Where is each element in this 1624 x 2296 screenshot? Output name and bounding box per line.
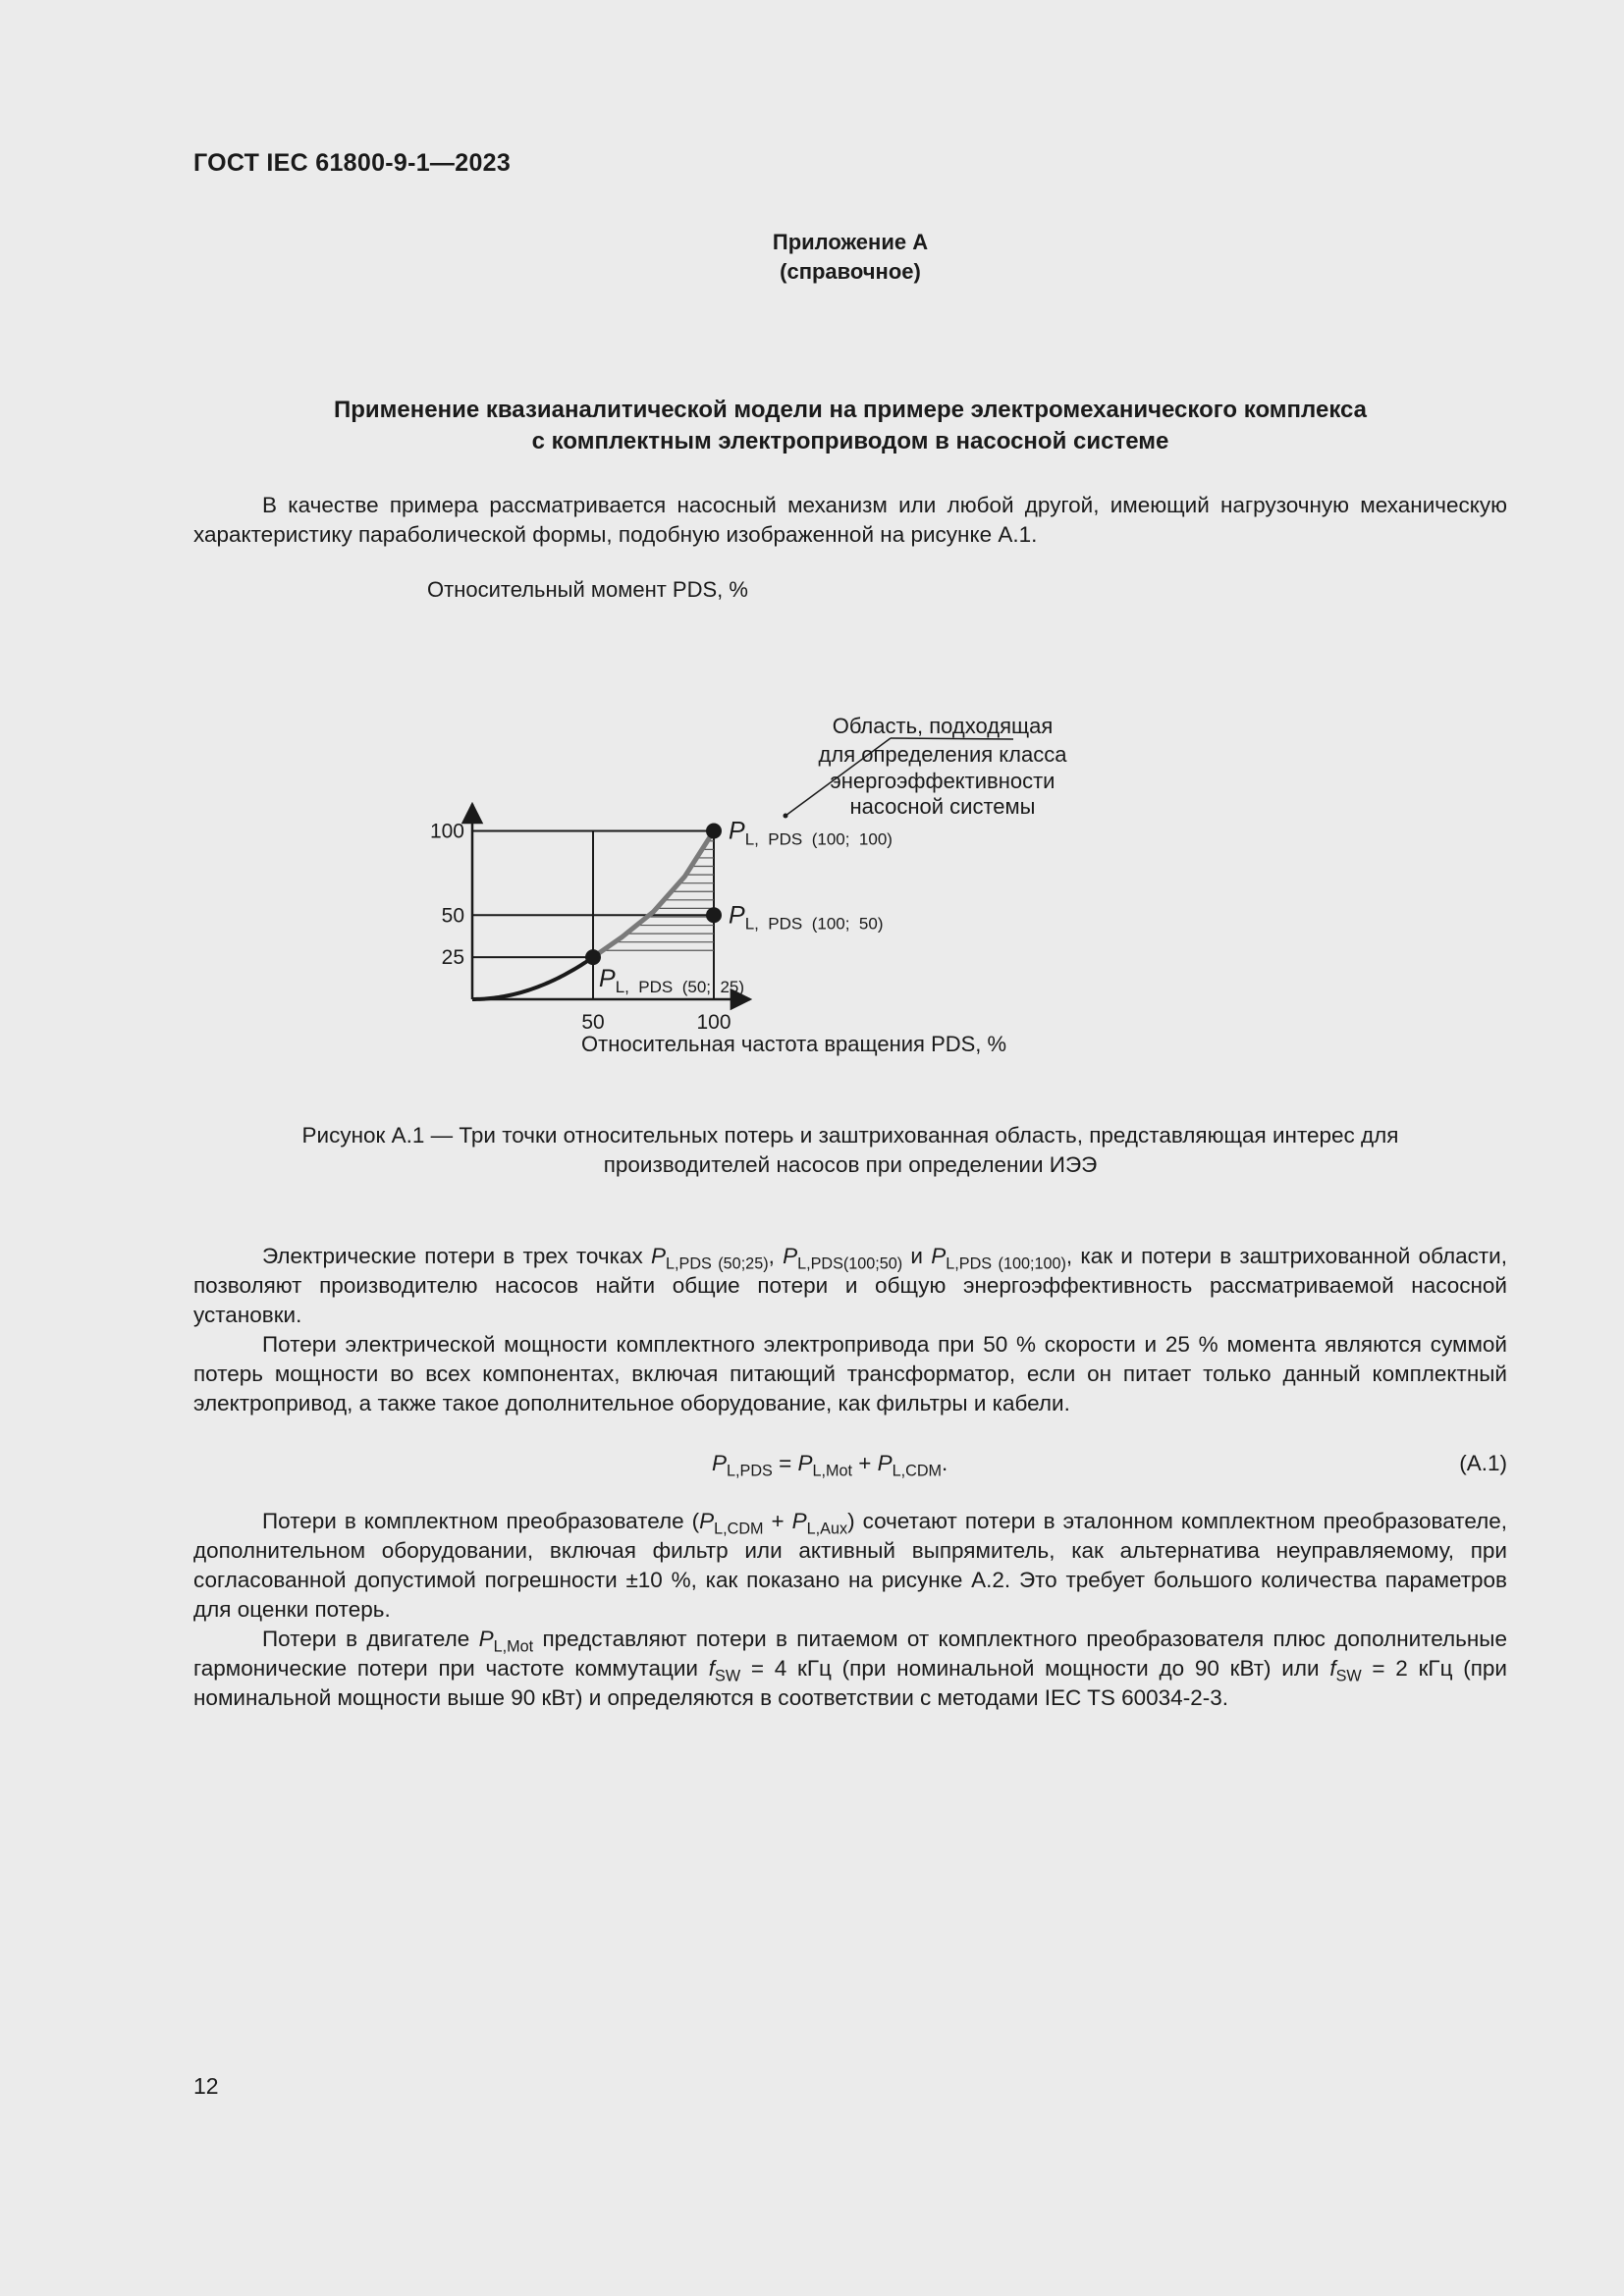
appendix-heading: [193, 228, 1507, 287]
paragraph-4: [193, 1625, 1507, 1713]
caption-line2: производителей насосов при определении ИЭЭ: [603, 1152, 1098, 1177]
section-title: [193, 395, 1507, 457]
annotation-line-2: для определения класса: [818, 742, 1067, 767]
p1-sym-2: P: [783, 1244, 798, 1268]
appendix-type: (справочное): [780, 259, 921, 284]
p1-sub-2: L,PDS(100;50): [797, 1255, 903, 1273]
section-title-line1: Применение квазианалитической модели на примере электромеханического комплекса: [333, 397, 1368, 423]
p4-sw-2: SW: [1335, 1667, 1362, 1685]
eq-sub-3: L,CDM: [892, 1462, 943, 1480]
x-axis-label: Относительная частота вращения PDS, %: [581, 1032, 1007, 1056]
eq-sym-1: P: [712, 1451, 728, 1475]
equation-body: [712, 1449, 947, 1478]
eq-sub-2: L,Mot: [812, 1462, 852, 1480]
point-label-symbol: P: [729, 817, 745, 845]
point-marker-1: [706, 824, 722, 839]
p1-sym-3: P: [931, 1244, 947, 1268]
hatched-region: [603, 832, 714, 950]
p3-text-a: Потери в комплектном преобразователе (: [262, 1509, 700, 1533]
p1-sub-3: L,PDS (100;100): [946, 1255, 1066, 1273]
p1-text-a: Электрические потери в трех точках: [262, 1244, 651, 1268]
paragraph-1: [193, 1242, 1507, 1330]
p4-text-a: Потери в двигателе: [262, 1627, 479, 1651]
point-marker-3: [585, 949, 601, 965]
p4-text-d: = 2 кГц (при номинальной мощности выше 90 кВт) и определяются в соответствии с методами IEC TS 60034-2-3.: [193, 1656, 1507, 1710]
eq-sub-1: L,PDS: [727, 1462, 773, 1480]
point-label-subscript: L, PDS (100; 100): [744, 829, 893, 849]
p3-sym-1: P: [699, 1509, 715, 1533]
point-marker-2: [706, 907, 722, 923]
grid-lines: [472, 831, 714, 1000]
p4-f-2: f: [1329, 1656, 1336, 1681]
p4-sub-1: L,Mot: [493, 1637, 534, 1656]
point-label-subscript: L, PDS (100; 50): [744, 914, 884, 934]
y-tick-label-100: 100: [429, 820, 464, 843]
p3-sub-2: L,Aux: [806, 1520, 848, 1538]
p1-sym-1: P: [651, 1244, 667, 1268]
p1-text-d: , как и потери в заштрихованной области, позволяют производителю насосов найти общие потери и общую энергоэффективность рассматриваемой насосной установки.: [193, 1244, 1507, 1327]
p3-sym-2: P: [791, 1509, 807, 1533]
point-label-3: [599, 965, 744, 996]
annotation-line-3: энергоэффективности: [830, 769, 1056, 793]
y-tick-label-50: 50: [441, 904, 464, 928]
eq-dot: .: [942, 1451, 948, 1475]
document-code: ГОСТ IEC 61800-9-1—2023: [193, 149, 512, 177]
eq-plus: +: [851, 1451, 878, 1475]
y-axis-label: Относительный момент PDS, %: [427, 577, 748, 602]
eq-sym-2: P: [797, 1451, 813, 1475]
p4-sym-1: P: [478, 1627, 494, 1651]
annotation-line-1: Область, подходящая: [832, 714, 1054, 738]
equation-number: (A.1): [1459, 1451, 1507, 1475]
appendix-title: Приложение А: [772, 230, 929, 254]
p4-text-c: = 4 кГц (при номинальной мощности до 90 кВт) или: [740, 1656, 1330, 1681]
section-title-line2: с комплектным электроприводом в насосной системе: [531, 428, 1169, 454]
p4-f-1: f: [708, 1656, 716, 1681]
p3-sub-1: L,CDM: [714, 1520, 764, 1538]
figure-a1-chart: [373, 569, 1316, 1070]
y-tick-label-25: 25: [441, 946, 464, 970]
region-annotation: [784, 714, 1068, 819]
intro-paragraph: В качестве примера рассматривается насосный механизм или любой другой, имеющий нагрузочную механическую характеристику параболической формы, подобную изображенной на рисунке А.1.: [193, 493, 1507, 547]
p4-sw-1: SW: [715, 1667, 741, 1685]
annotation-line-4: насосной системы: [849, 794, 1036, 819]
caption-line1: Рисунок А.1 — Три точки относительных потерь и заштрихованная область, представляющая интерес для: [301, 1123, 1399, 1148]
p3-text-b: ) сочетают потери в эталонном комплектном преобразователе, дополнительном оборудовании, включая фильтр или активный выпрямитель, как альтернатива неуправляемому, при согласованной допустимой погрешности ±10 %, как показано на рисунке А.2. Это требует большого количества параметров для оценки потерь.: [193, 1509, 1507, 1622]
x-tick-label-100: 100: [696, 1011, 731, 1034]
paragraph-2: Потери электрической мощности комплектного электропривода при 50 % скорости и 25 % момента являются суммой потерь мощности во всех компонентах, включая питающий трансформатор, если он питает только данный комплектный электропривод, а также такое дополнительное оборудование, как фильтры и кабели.: [193, 1332, 1507, 1415]
eq-sym-3: P: [877, 1451, 893, 1475]
p4-text-b: представляют потери в питаемом от комплектного преобразователя плюс дополнительные гармонические потери при частоте коммутации: [193, 1627, 1507, 1681]
paragraph-3: [193, 1507, 1507, 1625]
eq-equals: =: [772, 1451, 798, 1475]
p1-sub-1: L,PDS (50;25): [666, 1255, 769, 1273]
parabola-curve: [472, 957, 593, 999]
points-layer: [585, 818, 893, 997]
annotation-leader-h: [891, 738, 1013, 739]
point-label-1: [729, 818, 893, 849]
annotation-anchor: [784, 814, 788, 819]
p1-text-b: ,: [768, 1244, 784, 1268]
page-number: 12: [193, 2073, 219, 2099]
figure-caption: [193, 1121, 1507, 1180]
p3-plus: +: [763, 1509, 792, 1533]
point-label-subscript: L, PDS (50; 25): [615, 978, 745, 997]
x-tick-label-50: 50: [581, 1011, 605, 1034]
point-label-2: [729, 901, 883, 933]
p1-text-c: и: [902, 1244, 932, 1268]
point-label-symbol: P: [599, 965, 616, 993]
point-label-symbol: P: [729, 901, 745, 930]
boundary-line: [593, 831, 714, 958]
